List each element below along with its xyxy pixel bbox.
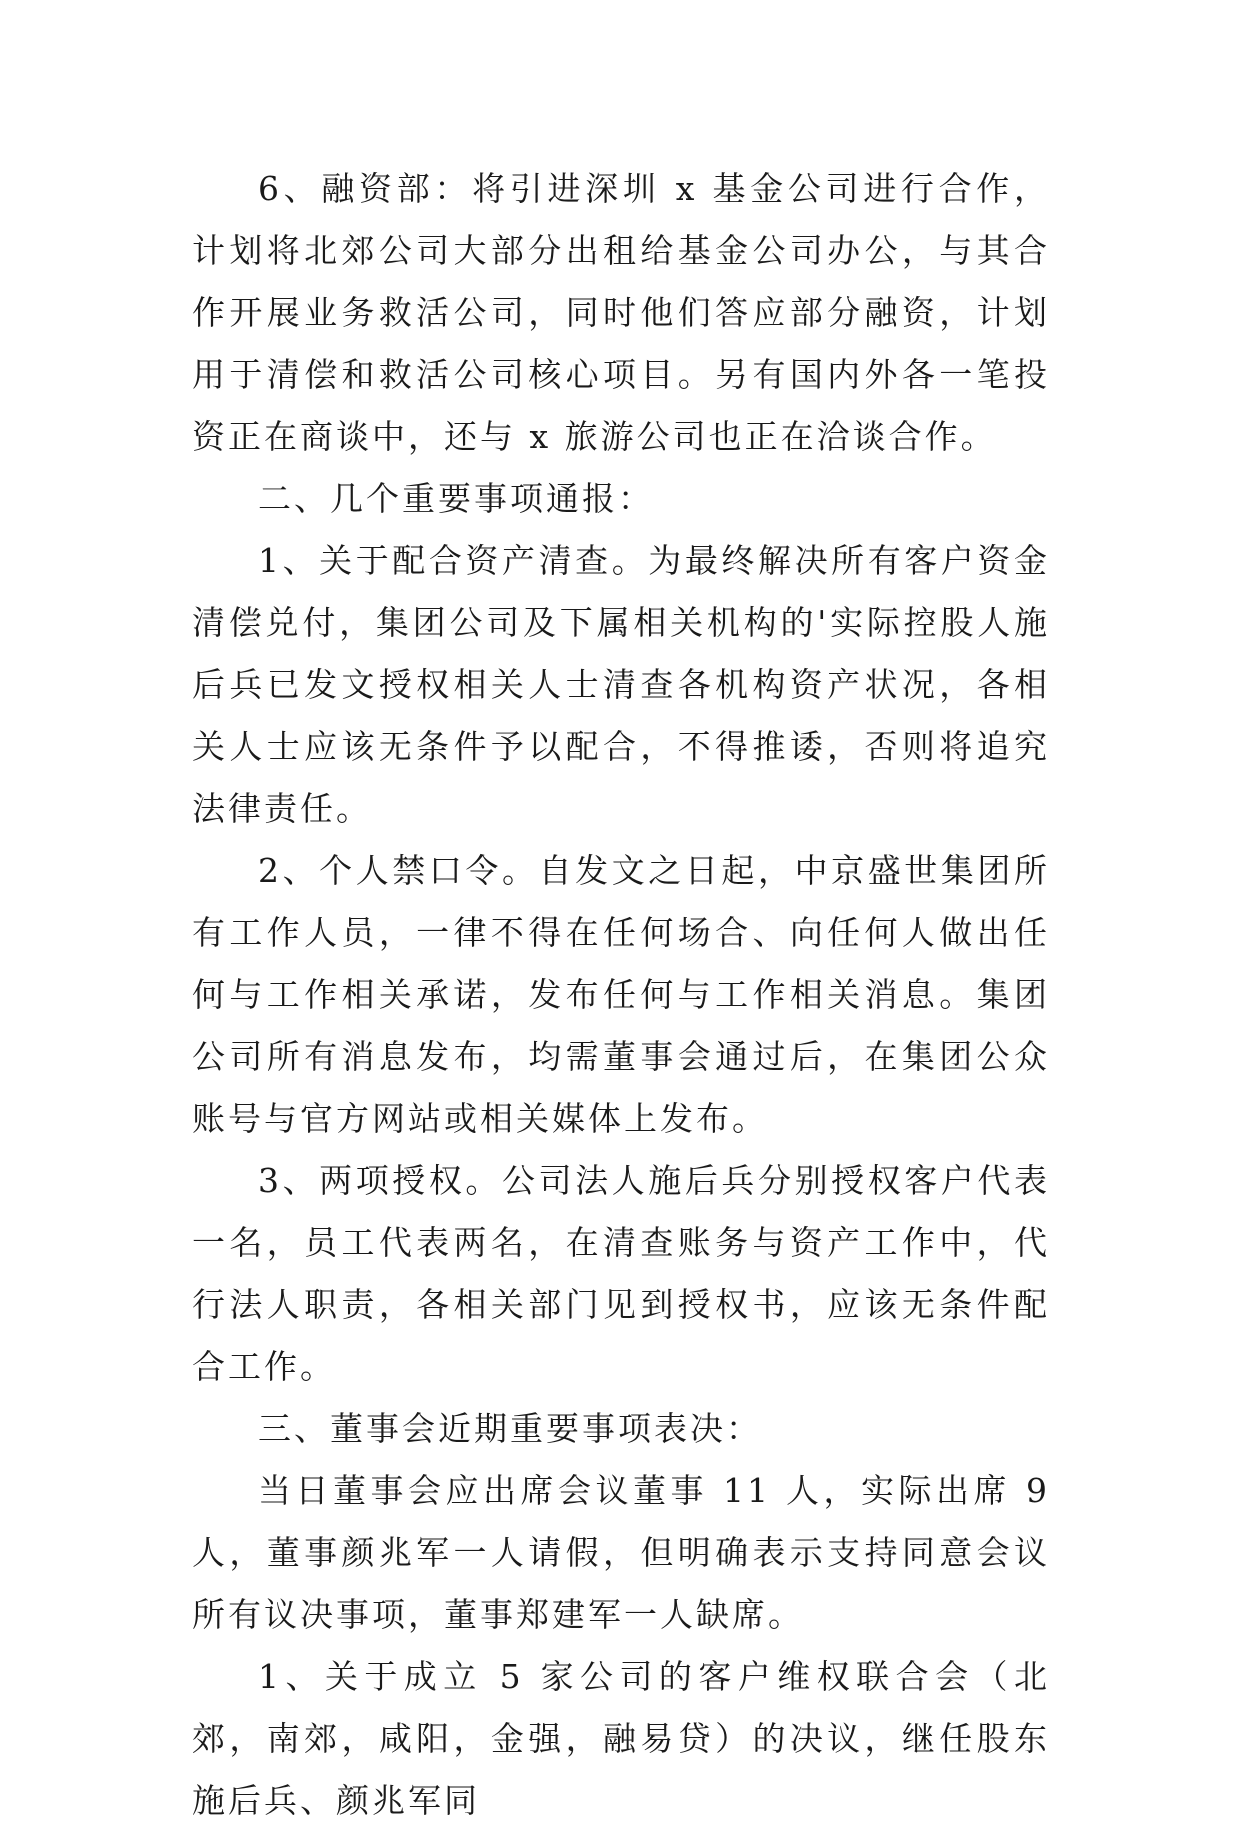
paragraph-two-authorizations: 3、两项授权。公司法人施后兵分别授权客户代表一名，员工代表两名，在清查账务与资产工作中，代行法人职责，各相关部门见到授权书，应该无条件配合工作。 xyxy=(192,1161,1050,1386)
paragraph-personal-gag-order: 2、个人禁口令。自发文之日起，中京盛世集团所有工作人员，一律不得在任何场合、向任何人做出任何与工作相关承诺，发布任何与工作相关消息。集团公司所有消息发布，均需董事会通过后，在集团公众账号与官方网站或相关媒体上发布。 xyxy=(192,851,1050,1138)
paragraph-customer-rights-union: 1、关于成立 5 家公司的客户维权联合会（北郊，南郊，咸阳，金强，融易贷）的决议，继任股东施后兵、颜兆军同 xyxy=(192,1657,1050,1820)
paragraph-financing-department: 6、融资部：将引进深圳 x 基金公司进行合作，计划将北郊公司大部分出租给基金公司办公，与其合作开展业务救活公司，同时他们答应部分融资，计划用于清偿和救活公司核心项目。另有国内外各一笔投资正在商谈中，还与 x 旅游公司也正在洽谈合作。 xyxy=(192,169,1050,456)
section-heading-board-resolutions: 三、董事会近期重要事项表决： xyxy=(258,1409,762,1448)
document-body xyxy=(192,158,1050,1832)
section-heading-important-notices: 二、几个重要事项通报： xyxy=(258,479,654,518)
paragraph-asset-inventory: 1、关于配合资产清查。为最终解决所有客户资金清偿兑付，集团公司及下属相关机构的'实际控股人施后兵已发文授权相关人士清查各机构资产状况，各相关人士应该无条件予以配合，不得推诿，否则将追究法律责任。 xyxy=(192,541,1050,828)
paragraph-board-attendance: 当日董事会应出席会议董事 11 人，实际出席 9 人，董事颜兆军一人请假，但明确表示支持同意会议所有议决事项，董事郑建军一人缺席。 xyxy=(192,1471,1050,1634)
